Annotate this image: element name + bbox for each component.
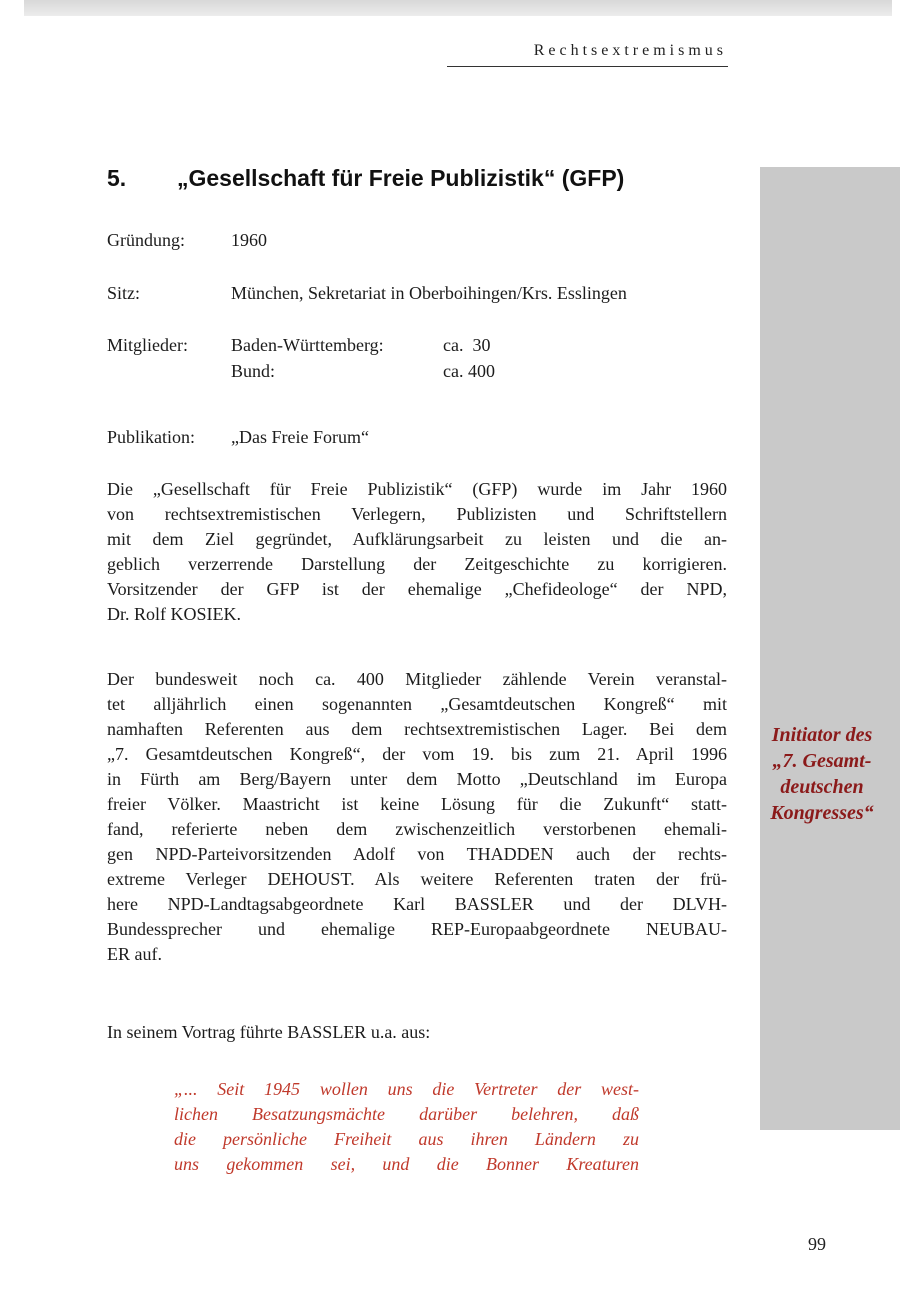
running-head-rule xyxy=(447,66,728,67)
text-line: von rechtsextremistischen Verlegern, Publizisten und Schriftstellern xyxy=(107,504,727,524)
quote-line: lichen Besatzungsmächte darüber belehren, daß xyxy=(174,1104,639,1124)
seat-value: München, Sekretariat in Oberboihingen/Krs. Esslingen xyxy=(231,283,627,303)
margin-note xyxy=(757,722,887,826)
text-line: Bundessprecher und ehemalige REP-Europaabgeordnete NEUBAU- xyxy=(107,919,727,939)
publication-label: Publikation: xyxy=(107,427,196,447)
members-region: Bund: xyxy=(231,361,276,381)
page-number: 99 xyxy=(808,1234,826,1254)
text-line: Dr. Rolf KOSIEK. xyxy=(107,604,241,624)
paragraph-1 xyxy=(107,477,727,627)
block-quote xyxy=(174,1077,639,1177)
text-line: In seinem Vortrag führte BASSLER u.a. aus: xyxy=(107,1022,431,1042)
margin-note-line: deutschen xyxy=(780,776,864,798)
text-line: tet alljährlich einen sogenannten „Gesamtdeutschen Kongreß“ mit xyxy=(107,694,727,714)
margin-note-line: Kongresses“ xyxy=(770,802,874,824)
quote-line: die persönliche Freiheit aus ihren Ländern zu xyxy=(174,1129,639,1149)
founding-label: Gründung: xyxy=(107,230,185,250)
members-row xyxy=(231,332,490,358)
text-line: mit dem Ziel gegründet, Aufklärungsarbeit zu leisten und die an- xyxy=(107,529,727,549)
margin-sidebar xyxy=(760,167,900,1130)
text-line: extreme Verleger DEHOUST. Als weitere Referenten traten der frü- xyxy=(107,869,727,889)
quote-line: uns gekommen sei, und die Bonner Kreaturen xyxy=(174,1154,639,1174)
text-line: Die „Gesellschaft für Freie Publizistik“ (GFP) wurde im Jahr 1960 xyxy=(107,479,727,499)
margin-note-line: „7. Gesamt- xyxy=(772,750,872,772)
text-line: ER auf. xyxy=(107,944,162,964)
seat-label: Sitz: xyxy=(107,283,141,303)
members-count: ca. 30 xyxy=(443,335,491,355)
text-line: here NPD-Landtagsabgeordnete Karl BASSLER und der DLVH- xyxy=(107,894,727,914)
text-line: „7. Gesamtdeutschen Kongreß“, der vom 19. bis zum 21. April 1996 xyxy=(107,744,727,764)
members-row xyxy=(231,358,495,384)
running-head: Rechtsextremismus xyxy=(533,42,727,59)
text-line: Vorsitzender der GFP ist der ehemalige „Chefideologe“ der NPD, xyxy=(107,579,727,599)
quote-line: „... Seit 1945 wollen uns die Vertreter der west- xyxy=(174,1079,639,1099)
text-line: freier Völker. Maastricht ist keine Lösung für die Zukunft“ statt- xyxy=(107,794,727,814)
paragraph-3 xyxy=(107,1020,727,1045)
members-count: ca. 400 xyxy=(443,361,495,381)
text-line: Der bundesweit noch ca. 400 Mitglieder zählende Verein veranstal- xyxy=(107,669,727,689)
text-line: in Fürth am Berg/Bayern unter dem Motto „Deutschland im Europa xyxy=(107,769,727,789)
section-heading xyxy=(107,165,624,192)
members-label: Mitglieder: xyxy=(107,335,188,355)
section-number: 5. xyxy=(107,165,127,191)
top-scan-bar xyxy=(24,0,892,16)
text-line: namhaften Referenten aus dem rechtsextremistischen Lager. Bei dem xyxy=(107,719,727,739)
margin-note-line: Initiator des xyxy=(771,724,873,746)
publication-value: „Das Freie Forum“ xyxy=(231,427,369,447)
text-line: geblich verzerrende Darstellung der Zeitgeschichte zu korrigieren. xyxy=(107,554,727,574)
text-line: fand, referierte neben dem zwischenzeitlich verstorbenen ehemali- xyxy=(107,819,727,839)
founding-value: 1960 xyxy=(231,230,267,250)
paragraph-2 xyxy=(107,667,727,967)
section-title: „Gesellschaft für Freie Publizistik“ (GFP) xyxy=(177,165,625,191)
text-line: gen NPD-Parteivorsitzenden Adolf von THADDEN auch der rechts- xyxy=(107,844,727,864)
members-region: Baden-Württemberg: xyxy=(231,335,384,355)
